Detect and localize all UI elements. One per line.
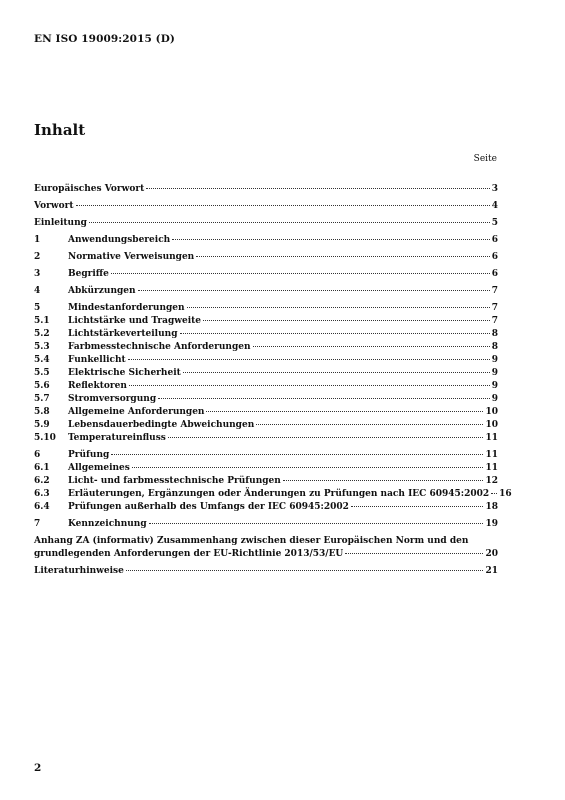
dot-leader — [196, 256, 490, 257]
toc-entry[interactable] — [34, 200, 498, 213]
toc-entry-label: Erläuterungen, Ergänzungen oder Änderungen zu Prüfungen nach IEC 60945:2002 — [68, 489, 490, 499]
toc-entry-page: 9 — [491, 381, 498, 391]
toc-entry[interactable] — [34, 432, 498, 445]
toc-entry[interactable] — [34, 328, 498, 341]
dot-leader — [126, 570, 484, 571]
toc-entry-label: Lichtstärke und Tragweite — [68, 316, 202, 326]
toc-entry-page: 3 — [491, 184, 498, 194]
toc-entry-label: Begriffe — [68, 269, 109, 279]
toc-entry-page: 5 — [491, 218, 498, 228]
toc-entry-page: 7 — [491, 303, 498, 313]
toc-entry[interactable] — [34, 488, 512, 501]
page-title: Inhalt — [34, 121, 86, 139]
toc-entry-number: 5.4 — [34, 355, 50, 365]
toc-entry-number: 5.10 — [34, 433, 56, 443]
toc-entry-number: 6.3 — [34, 489, 50, 499]
toc-entry-number: 6 — [34, 450, 41, 460]
dot-leader — [203, 320, 490, 321]
toc-entry-label: Reflektoren — [68, 381, 127, 391]
toc-entry[interactable] — [34, 393, 498, 406]
toc-entry[interactable] — [34, 367, 498, 380]
toc-entry-page: 20 — [485, 549, 498, 559]
toc-entry[interactable] — [34, 302, 498, 315]
toc-entry-label: Allgemeines — [68, 463, 130, 473]
toc-entry[interactable] — [34, 341, 498, 354]
toc-entry[interactable] — [34, 183, 498, 196]
document-header: EN ISO 19009:2015 (D) — [34, 33, 175, 45]
annex-title-line2: grundlegenden Anforderungen der EU-Richtlinie 2013/53/EU — [34, 549, 344, 559]
toc-entry-page: 12 — [485, 476, 498, 486]
toc-entry-page: 18 — [485, 502, 498, 512]
dot-leader — [111, 273, 490, 274]
dot-leader — [129, 385, 490, 386]
toc-entry-number: 5.6 — [34, 381, 50, 391]
dot-leader — [111, 454, 483, 455]
toc-entry-label: Lebensdauerbedingte Abweichungen — [68, 420, 255, 430]
toc-entry[interactable] — [34, 268, 498, 281]
dot-leader — [283, 480, 484, 481]
toc-entry-label: Licht- und farbmesstechnische Prüfungen — [68, 476, 281, 486]
dot-leader — [146, 188, 489, 189]
toc-entry-page: 6 — [491, 252, 498, 262]
toc-entry-page: 7 — [491, 286, 498, 296]
table-of-contents — [34, 183, 512, 578]
toc-entry-page: 4 — [491, 201, 498, 211]
dot-leader — [168, 437, 484, 438]
toc-entry-label: Abkürzungen — [68, 286, 136, 296]
dot-leader — [345, 553, 483, 554]
dot-leader — [76, 205, 490, 206]
dot-leader — [172, 239, 490, 240]
toc-entry[interactable] — [34, 354, 498, 367]
toc-entry-number: 5.9 — [34, 420, 50, 430]
toc-entry-number: 5.1 — [34, 316, 50, 326]
toc-entry-number: 5.3 — [34, 342, 50, 352]
dot-leader — [138, 290, 490, 291]
dot-leader — [132, 467, 484, 468]
dot-leader — [256, 424, 483, 425]
toc-entry-number: 5 — [34, 303, 41, 313]
dot-leader — [128, 359, 490, 360]
toc-entry-label: Allgemeine Anforderungen — [68, 407, 205, 417]
toc-entry-label: Vorwort — [34, 201, 74, 211]
toc-entry-bibliography[interactable] — [34, 565, 498, 578]
toc-entry-number: 2 — [34, 252, 41, 262]
toc-entry[interactable] — [34, 234, 498, 247]
toc-entry[interactable] — [34, 380, 498, 393]
toc-entry-label: Stromversorgung — [68, 394, 157, 404]
toc-entry-label: Prüfung — [68, 450, 110, 460]
toc-entry[interactable] — [34, 285, 498, 298]
toc-entry-label: Farbmesstechnische Anforderungen — [68, 342, 251, 352]
toc-entry-label: Anwendungsbereich — [68, 235, 171, 245]
toc-entry[interactable] — [34, 449, 498, 462]
toc-entry-number: 5.7 — [34, 394, 50, 404]
toc-entry-page: 6 — [491, 269, 498, 279]
dot-leader — [89, 222, 490, 223]
toc-entry-label: Literaturhinweise — [34, 566, 124, 576]
toc-entry-page: 8 — [491, 342, 498, 352]
toc-entry-label: Funkellicht — [68, 355, 126, 365]
toc-entry-page: 19 — [485, 519, 498, 529]
toc-entry-label: Temperatureinfluss — [68, 433, 166, 443]
toc-entry-page: 11 — [485, 433, 498, 443]
toc-entry-label: Kennzeichnung — [68, 519, 147, 529]
toc-entry-page: 10 — [485, 420, 498, 430]
dot-leader — [149, 523, 484, 524]
toc-entry-label: Einleitung — [34, 218, 87, 228]
toc-entry-label: Prüfungen außerhalb des Umfangs der IEC 60945:2002 — [68, 502, 349, 512]
toc-entry-number: 4 — [34, 286, 41, 296]
toc-entry-page: 9 — [491, 394, 498, 404]
toc-entry-page: 16 — [499, 489, 512, 499]
toc-entry-number: 5.5 — [34, 368, 50, 378]
toc-entry-number: 7 — [34, 519, 41, 529]
seite-label: Seite — [473, 154, 497, 164]
toc-entry-page: 10 — [485, 407, 498, 417]
toc-entry-page: 11 — [485, 463, 498, 473]
toc-entry-number: 5.2 — [34, 329, 50, 339]
annex-title-line1: Anhang ZA (informativ) Zusammenhang zwischen dieser Europäischen Norm und den — [34, 536, 469, 546]
dot-leader — [351, 506, 484, 507]
dot-leader — [206, 411, 483, 412]
toc-entry[interactable] — [34, 217, 498, 230]
toc-entry-label: Mindestanforderungen — [68, 303, 185, 313]
toc-entry-page: 7 — [491, 316, 498, 326]
toc-entry-page: 6 — [491, 235, 498, 245]
page-number: 2 — [34, 762, 42, 774]
toc-entry-number: 6.1 — [34, 463, 50, 473]
toc-entry-page: 11 — [485, 450, 498, 460]
toc-entry-label: Elektrische Sicherheit — [68, 368, 181, 378]
toc-entry-label: Europäisches Vorwort — [34, 184, 145, 194]
toc-entry[interactable] — [34, 251, 498, 264]
dot-leader — [158, 398, 490, 399]
toc-entry[interactable] — [34, 419, 498, 432]
toc-entry[interactable] — [34, 315, 498, 328]
toc-entry-number: 5.8 — [34, 407, 50, 417]
toc-entry[interactable] — [34, 501, 498, 514]
toc-entry[interactable] — [34, 406, 498, 419]
toc-entry-page: 9 — [491, 355, 498, 365]
dot-leader — [187, 307, 490, 308]
toc-entry-page: 9 — [491, 368, 498, 378]
toc-entry-number: 1 — [34, 235, 41, 245]
dot-leader — [491, 493, 497, 494]
toc-entry-page: 21 — [485, 566, 498, 576]
toc-entry[interactable] — [34, 518, 498, 531]
toc-entry[interactable] — [34, 462, 498, 475]
toc-entry-label: Lichtstärkeverteilung — [68, 329, 178, 339]
toc-entry-label: Normative Verweisungen — [68, 252, 195, 262]
toc-entry[interactable] — [34, 475, 498, 488]
toc-entry-annex[interactable] — [34, 535, 498, 561]
dot-leader — [253, 346, 490, 347]
toc-entry-page: 8 — [491, 329, 498, 339]
toc-entry-number: 3 — [34, 269, 41, 279]
dot-leader — [180, 333, 490, 334]
toc-entry-number: 6.2 — [34, 476, 50, 486]
dot-leader — [183, 372, 490, 373]
toc-entry-number: 6.4 — [34, 502, 50, 512]
